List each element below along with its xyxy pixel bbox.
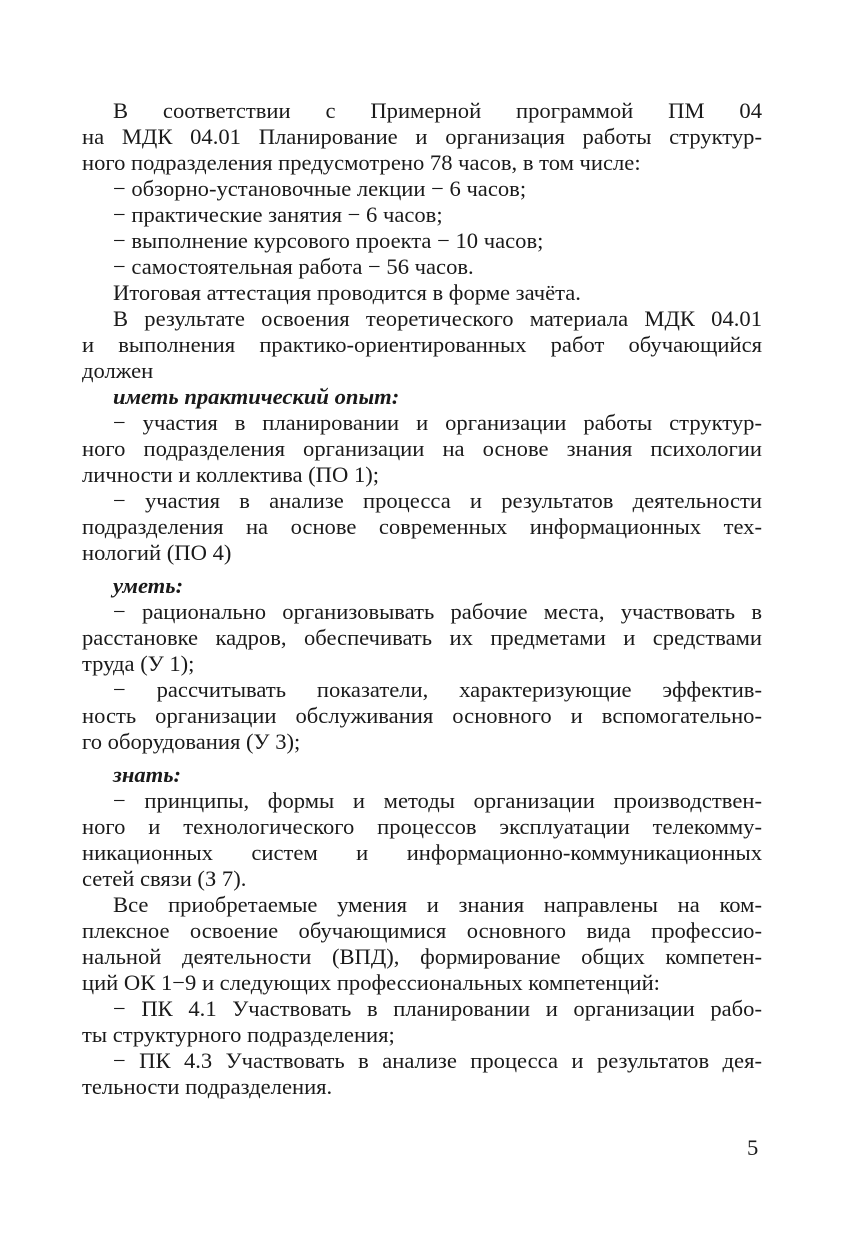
page-body — [82, 98, 762, 1100]
list-item: − рационально организовывать рабочие места, участвовать в — [113, 599, 762, 624]
text-line: ного и технологического процессов эксплуатации телекомму- — [82, 814, 762, 839]
text-line: личности и коллектива (ПО 1); — [82, 462, 380, 487]
text-line: В результате освоения теоретического материала МДК 04.01 — [113, 306, 762, 331]
text-line: и выполнения практико-ориентированных работ обучающийся — [82, 332, 762, 357]
list-item: − самостоятельная работа − 56 часов. — [113, 254, 474, 279]
text-line: труда (У 1); — [82, 651, 195, 676]
list-item: − участия в планировании и организации работы структур- — [113, 410, 762, 435]
text-line: подразделения на основе современных информационных тех- — [82, 514, 762, 539]
section-heading: знать: — [113, 762, 182, 787]
text-line: В соответствии с Примерной программой ПМ 04 — [113, 98, 762, 123]
text-line: никационных систем и информационно-коммуникационных — [82, 840, 762, 865]
list-item: − рассчитывать показатели, характеризующие эффектив- — [113, 677, 762, 702]
text-line: нологий (ПО 4) — [82, 540, 232, 565]
text-line: сетей связи (З 7). — [82, 866, 247, 891]
section-heading: уметь: — [113, 573, 184, 598]
text-line: должен — [82, 358, 154, 383]
list-item: − участия в анализе процесса и результатов деятельности — [113, 488, 762, 513]
text-line: ций ОК 1−9 и следующих профессиональных компетенций: — [82, 970, 660, 995]
text-line: плексное освоение обучающимися основного вида профессио- — [82, 918, 762, 943]
section-heading: иметь практический опыт: — [113, 384, 400, 409]
text-line: ного подразделения предусмотрено 78 часов, в том числе: — [82, 150, 641, 175]
list-item: − принципы, формы и методы организации производствен- — [113, 788, 762, 813]
list-item: − практические занятия − 6 часов; — [113, 202, 443, 227]
list-item: − выполнение курсового проекта − 10 часов; — [113, 228, 544, 253]
text-line: ты структурного подразделения; — [82, 1022, 395, 1047]
text-line: на МДК 04.01 Планирование и организация работы структур- — [82, 124, 762, 149]
text-line: нальной деятельности (ВПД), формирование общих компетен- — [82, 944, 762, 969]
page-number: 5 — [747, 1135, 759, 1160]
list-item: − обзорно-установочные лекции − 6 часов; — [113, 176, 527, 201]
text-line: ного подразделения организации на основе знания психологии — [82, 436, 762, 461]
text-line: Итоговая аттестация проводится в форме зачёта. — [113, 280, 581, 305]
list-item: − ПК 4.3 Участвовать в анализе процесса и результатов дея- — [113, 1048, 762, 1073]
text-line: ность организации обслуживания основного и вспомогательно- — [82, 703, 762, 728]
list-item: − ПК 4.1 Участвовать в планировании и организации рабо- — [113, 996, 762, 1021]
text-line: тельности подразделения. — [82, 1074, 333, 1099]
text-line: расстановке кадров, обеспечивать их предметами и средствами — [82, 625, 762, 650]
text-line: го оборудования (У 3); — [82, 729, 301, 754]
text-line: Все приобретаемые умения и знания направлены на ком- — [113, 892, 762, 917]
